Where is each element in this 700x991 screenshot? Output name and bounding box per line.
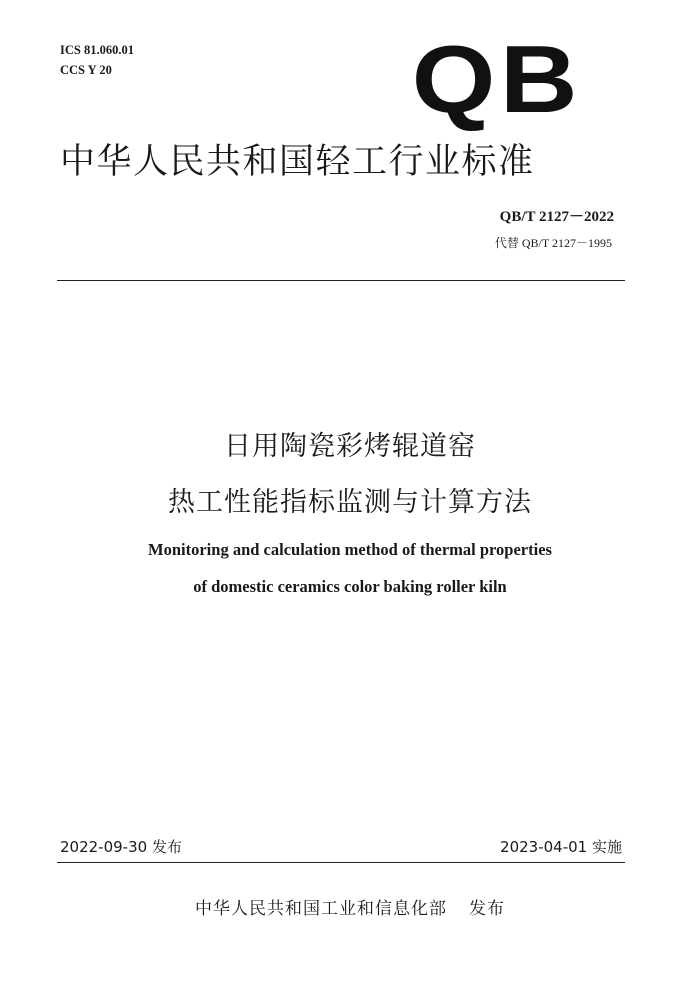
classification-codes xyxy=(60,40,134,80)
footer-divider xyxy=(57,862,625,863)
org-title: 中华人民共和国轻工行业标准 xyxy=(60,142,535,182)
title-zh-line1: 日用陶瓷彩烤辊道窑 xyxy=(224,431,476,462)
ccs-code: CCS Y 20 xyxy=(60,63,112,77)
title-en-line1: Monitoring and calculation method of thermal properties xyxy=(148,540,552,559)
publisher-action: 发布 xyxy=(469,899,505,919)
standard-number: QB/T 2127－2022 xyxy=(499,209,614,225)
publisher-name: 中华人民共和国工业和信息化部 xyxy=(195,899,447,919)
title-en-line2: of domestic ceramics color baking roller kiln xyxy=(193,577,507,596)
qb-logo: QB xyxy=(411,26,582,133)
header-divider xyxy=(57,280,625,281)
title-zh-line2: 热工性能指标监测与计算方法 xyxy=(168,487,532,518)
publisher xyxy=(0,894,700,919)
replaces-standard: 代替 QB/T 2127－1995 xyxy=(494,236,612,250)
issue-date: 2022-09-30 发布 xyxy=(60,838,182,856)
implementation-date: 2023-04-01 实施 xyxy=(500,838,622,856)
ics-code: ICS 81.060.01 xyxy=(60,43,134,57)
